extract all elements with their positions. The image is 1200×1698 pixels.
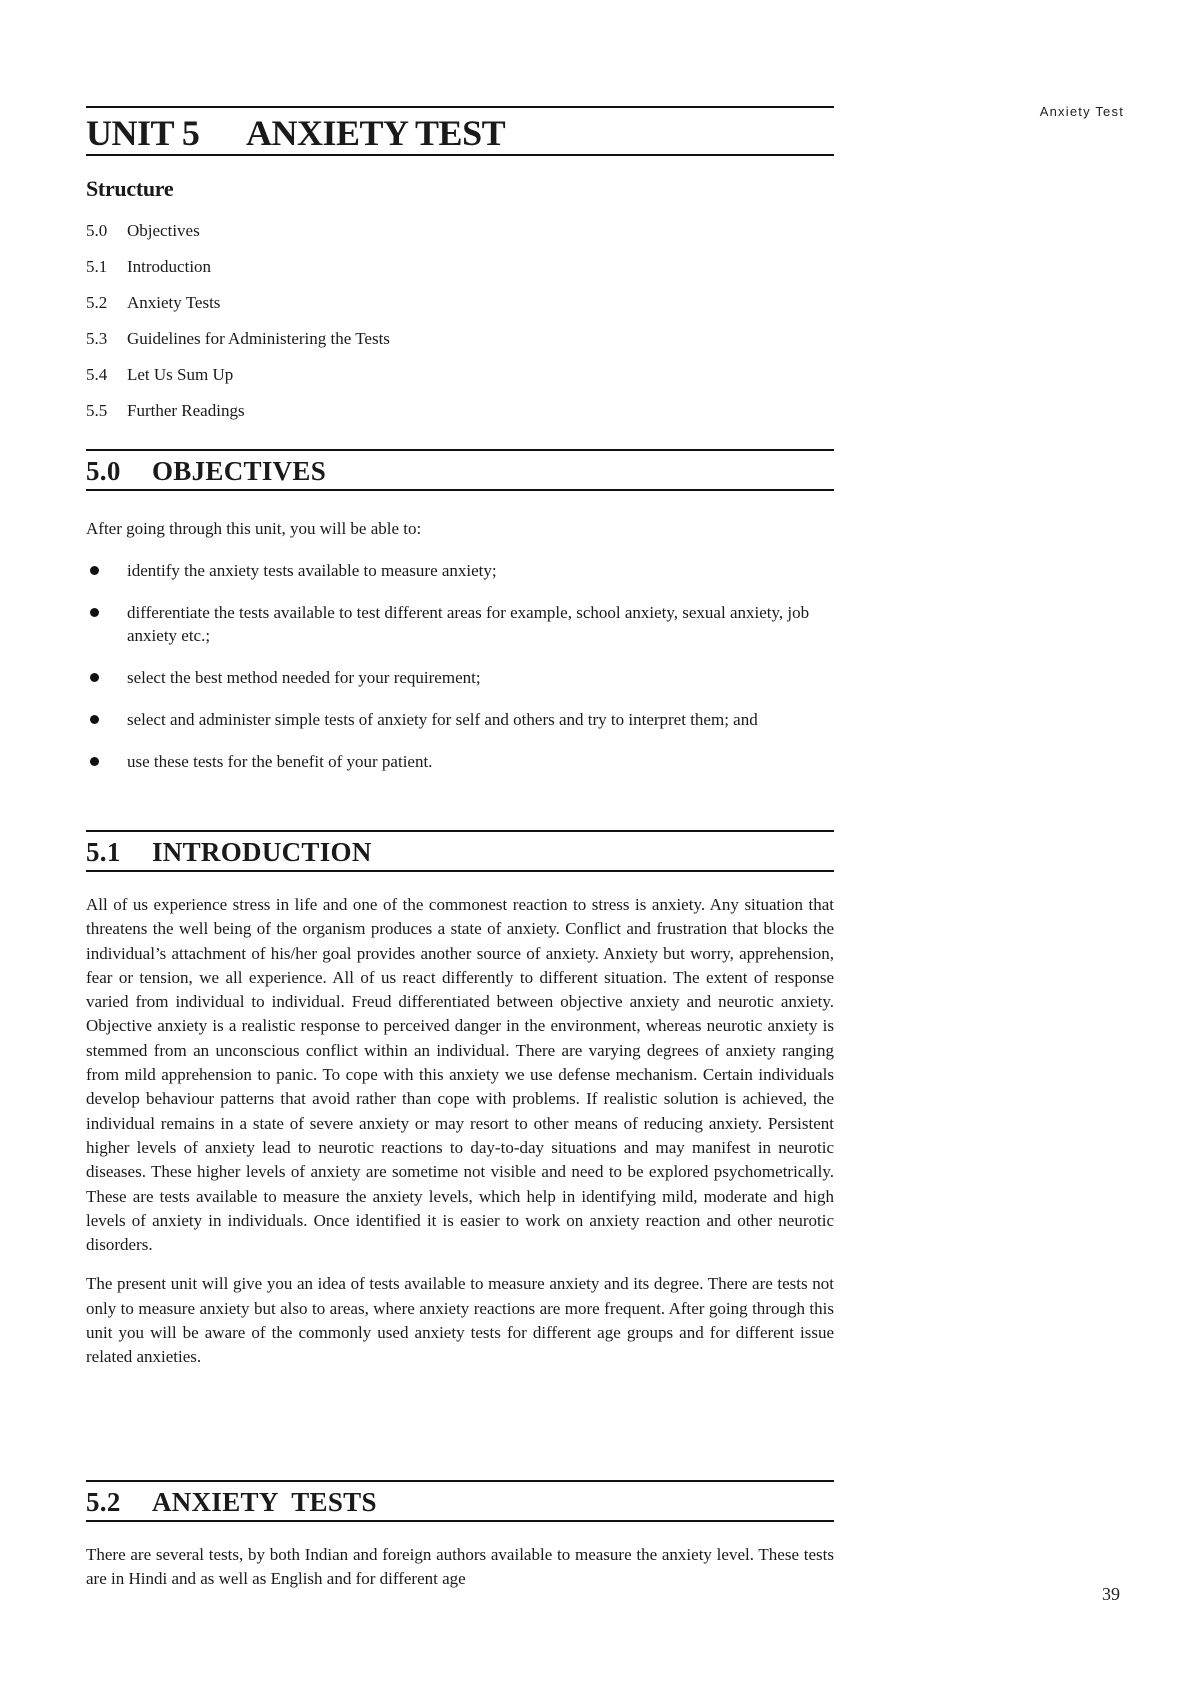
- toc-item[interactable]: 5.3 Guidelines for Administering the Tests: [86, 329, 390, 348]
- introduction-paragraph-1: All of us experience stress in life and one of the commonest reaction to stress is anxiety. Any situation that threatens the well being of the organism produces a state of anxiety. Conflict and frustration that blocks the individual’s attachment of his/her goal provides another source of anxiety. Anxiety but worry, apprehension, fear or tension, we all experience. All of us react differently to different situation. The extent of response varied from individual to individual. Freud differentiated between objective anxiety and neurotic anxiety. Objective anxiety is a realistic response to perceived danger in the environment, whereas neurotic anxiety is stemmed from an unconscious conflict within an individual. There are varying degrees of anxiety ranging from mild apprehension to panic. To cope with this anxiety we use defense mechanism. Certain individuals develop behaviour patterns that avoid rather than cope with problems. If realistic solution is achieved, the individual remains in a state of severe anxiety or may resort to other means of reducing anxiety. Persistent higher levels of anxiety lead to neurotic reactions to day-to-day situations and may manifest in neurotic diseases. These higher levels of anxiety are sometime not visible and need to be explored psychometrically. These are tests available to measure the anxiety levels, which help in identifying mild, moderate and high levels of anxiety in individuals. Once identified it is easier to work on anxiety reaction and other neurotic disorders.: [86, 895, 834, 1255]
- structure-section: [86, 158, 834, 436]
- objectives-list: [86, 559, 834, 773]
- bullet-icon: [90, 757, 99, 766]
- bullet-icon: [90, 673, 99, 682]
- list-item: differentiate the tests available to test different areas for example, school anxiety, sexual anxiety, job anxiety etc.;: [86, 601, 834, 647]
- list-item: identify the anxiety tests available to measure anxiety;: [86, 559, 834, 582]
- anxiety-tests-heading: 5.2 ANXIETY TESTS: [86, 1480, 834, 1522]
- unit-number: UNIT 5: [86, 113, 200, 153]
- toc-item[interactable]: 5.0 Objectives: [86, 221, 200, 240]
- toc-item[interactable]: 5.1 Introduction: [86, 257, 212, 276]
- unit-title: [86, 106, 834, 156]
- running-head: Anxiety Test: [1039, 104, 1124, 119]
- toc-item[interactable]: 5.5 Further Readings: [86, 401, 245, 420]
- introduction-heading: 5.1 INTRODUCTION: [86, 830, 834, 872]
- bullet-icon: [90, 608, 99, 617]
- toc-item[interactable]: 5.4 Let Us Sum Up: [86, 365, 234, 384]
- unit-title-text: ANXIETY TEST: [246, 113, 506, 153]
- objectives-heading: 5.0 OBJECTIVES: [86, 449, 834, 491]
- objectives-body: [86, 517, 834, 792]
- list-item: select the best method needed for your requirement;: [86, 666, 834, 689]
- anxiety-tests-paragraph: There are several tests, by both Indian and foreign authors available to measure the anxiety level. These tests are in Hindi and as well as English and for different age: [86, 1545, 834, 1589]
- objectives-intro: After going through this unit, you will be able to:: [86, 519, 422, 538]
- page-number: 39: [1102, 1584, 1120, 1604]
- bullet-icon: [90, 715, 99, 724]
- list-item: use these tests for the benefit of your patient.: [86, 750, 834, 773]
- introduction-paragraph-2: The present unit will give you an idea of tests available to measure anxiety and its degree. There are tests not only to measure anxiety but also to areas, where anxiety reactions are more frequent. After going through this unit you will be aware of the commonly used anxiety tests for different age groups and for different issue related anxieties.: [86, 1274, 834, 1367]
- list-item: select and administer simple tests of anxiety for self and others and try to interpret them; and: [86, 708, 834, 731]
- table-of-contents: [86, 220, 834, 436]
- structure-heading: Structure: [86, 176, 174, 201]
- bullet-icon: [90, 566, 99, 575]
- anxiety-tests-body: [86, 1543, 834, 1592]
- toc-item[interactable]: 5.2 Anxiety Tests: [86, 293, 221, 312]
- introduction-body: [86, 893, 834, 1370]
